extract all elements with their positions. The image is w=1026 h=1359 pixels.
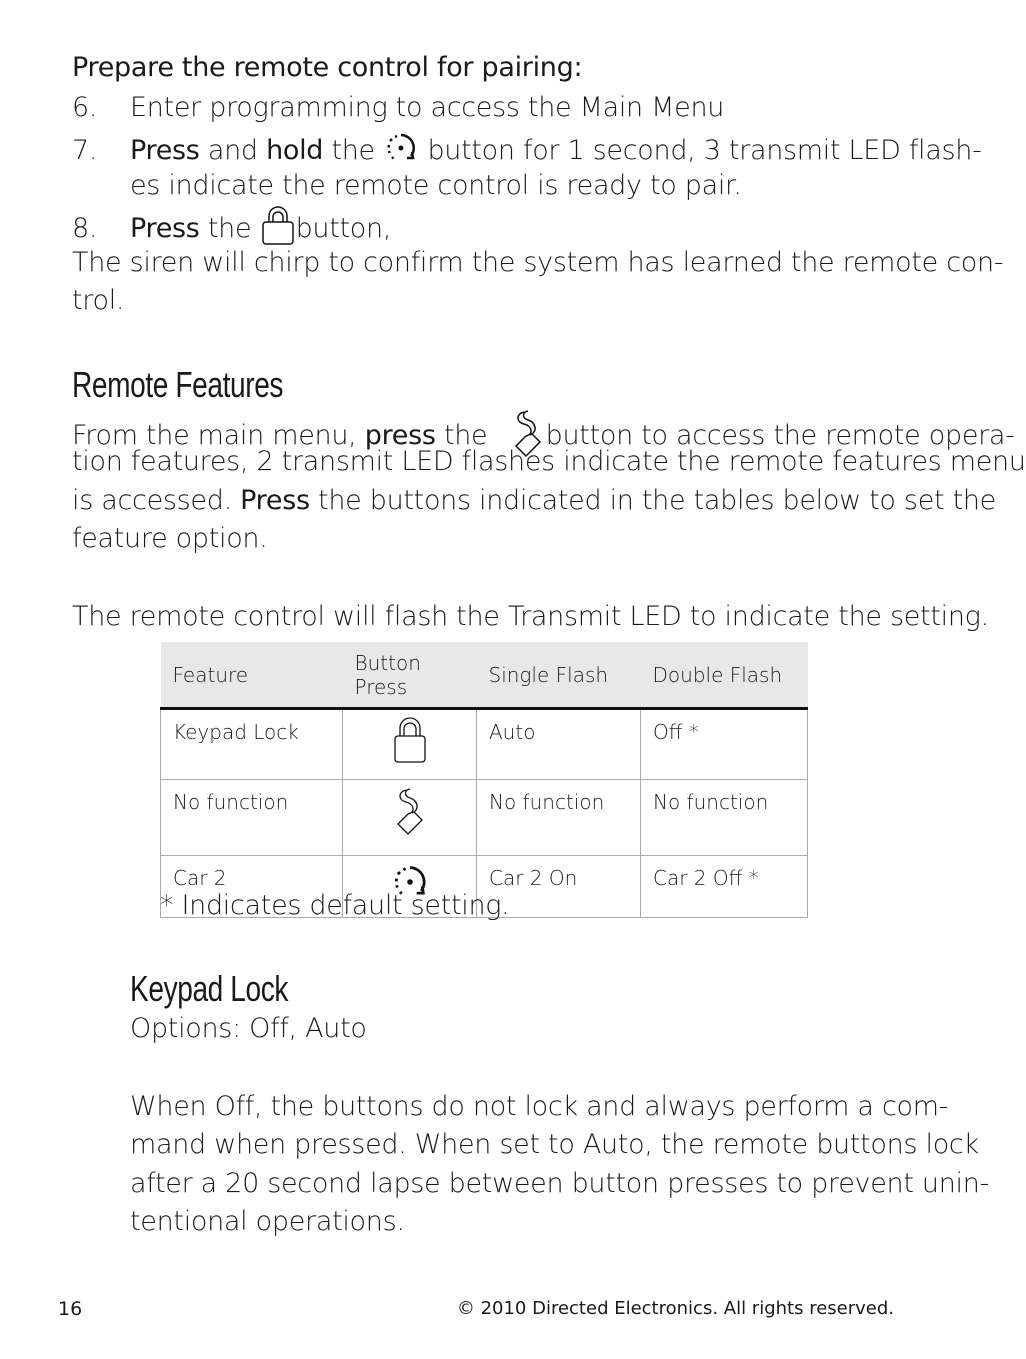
step-number: 7. [72, 135, 98, 166]
step-8 [72, 206, 391, 253]
single-flash-cell: No function [477, 780, 641, 856]
key-icon [392, 786, 428, 845]
single-flash-cell: Auto [477, 709, 641, 780]
step-number: 6. [72, 92, 98, 123]
step-text: button for 1 second, 3 transmit LED flash- [427, 135, 982, 166]
table-row [161, 780, 808, 856]
double-flash-cell: Car 2 Off * [641, 856, 808, 918]
feature-cell: Car 2 [161, 856, 343, 918]
header-single-flash: Single Flash [477, 642, 641, 709]
keypad-lock-options: Options: Off, Auto [130, 1013, 367, 1044]
button-cell [343, 709, 477, 780]
page-number: 16 [58, 1298, 83, 1320]
step-7 [72, 130, 982, 173]
press-word: Press [240, 485, 310, 516]
siren-line-1: The siren will chirp to confirm the system has learned the remote con- [72, 247, 1004, 278]
press-word: press [364, 420, 436, 451]
header-button-press: Button Press [343, 642, 477, 709]
header-feature: Feature [161, 642, 343, 709]
dotted-arrow-icon [383, 130, 419, 173]
text-segment: button to access the remote opera- [545, 420, 1015, 451]
remote-features-line-3 [72, 485, 996, 516]
double-flash-cell: No function [641, 780, 808, 856]
feature-cell: Keypad Lock [161, 709, 343, 780]
button-cell [343, 780, 477, 856]
features-table [160, 642, 808, 918]
step-text: button, [295, 213, 392, 244]
double-flash-cell: Off * [641, 709, 808, 780]
feature-cell: No function [161, 780, 343, 856]
remote-features-line-2: tion features, 2 transmit LED flashes indicate the remote features menu [72, 446, 1026, 477]
the-word: the [443, 420, 488, 451]
text-segment: is accessed. [72, 485, 232, 516]
press-word: Press [130, 213, 200, 244]
press-word: Press [130, 135, 200, 166]
table-footnote: * Indicates default setting. [160, 890, 510, 921]
keypad-lock-line-3: after a 20 second lapse between button presses to prevent unin- [130, 1168, 989, 1199]
hold-word: hold [266, 135, 324, 166]
step-7-continued: es indicate the remote control is ready to pair. [130, 170, 742, 201]
keypad-lock-heading: Keypad Lock [130, 968, 289, 1009]
and-word: and [207, 135, 258, 166]
lock-icon [392, 716, 428, 769]
the-word: the [207, 213, 252, 244]
keypad-lock-line-4: tentional operations. [130, 1206, 405, 1237]
pairing-intro: Prepare the remote control for pairing: [72, 52, 583, 83]
step-6 [72, 92, 724, 123]
table-header-row [161, 642, 808, 709]
single-flash-cell: Car 2 On [477, 856, 641, 918]
table-row [161, 709, 808, 780]
header-double-flash: Double Flash [641, 642, 808, 709]
remote-features-heading: Remote Features [72, 364, 284, 405]
keypad-lock-line-1: When Off, the buttons do not lock and always perform a com- [130, 1091, 949, 1122]
text-segment: From the main menu, [72, 420, 357, 451]
step-text: Enter programming to access the Main Menu [130, 92, 725, 123]
text-segment: the buttons indicated in the tables below to set the [318, 485, 996, 516]
the-word: the [331, 135, 375, 166]
lock-icon [260, 206, 296, 253]
step-number: 8. [72, 213, 98, 244]
copyright: © 2010 Directed Electronics. All rights reserved. [456, 1298, 894, 1319]
keypad-lock-line-2: mand when pressed. When set to Auto, the remote buttons lock [130, 1129, 979, 1160]
transmit-led-paragraph: The remote control will flash the Transmit LED to indicate the setting. [72, 601, 989, 632]
remote-features-line-4: feature option. [72, 523, 268, 554]
siren-line-2: trol. [72, 285, 125, 316]
